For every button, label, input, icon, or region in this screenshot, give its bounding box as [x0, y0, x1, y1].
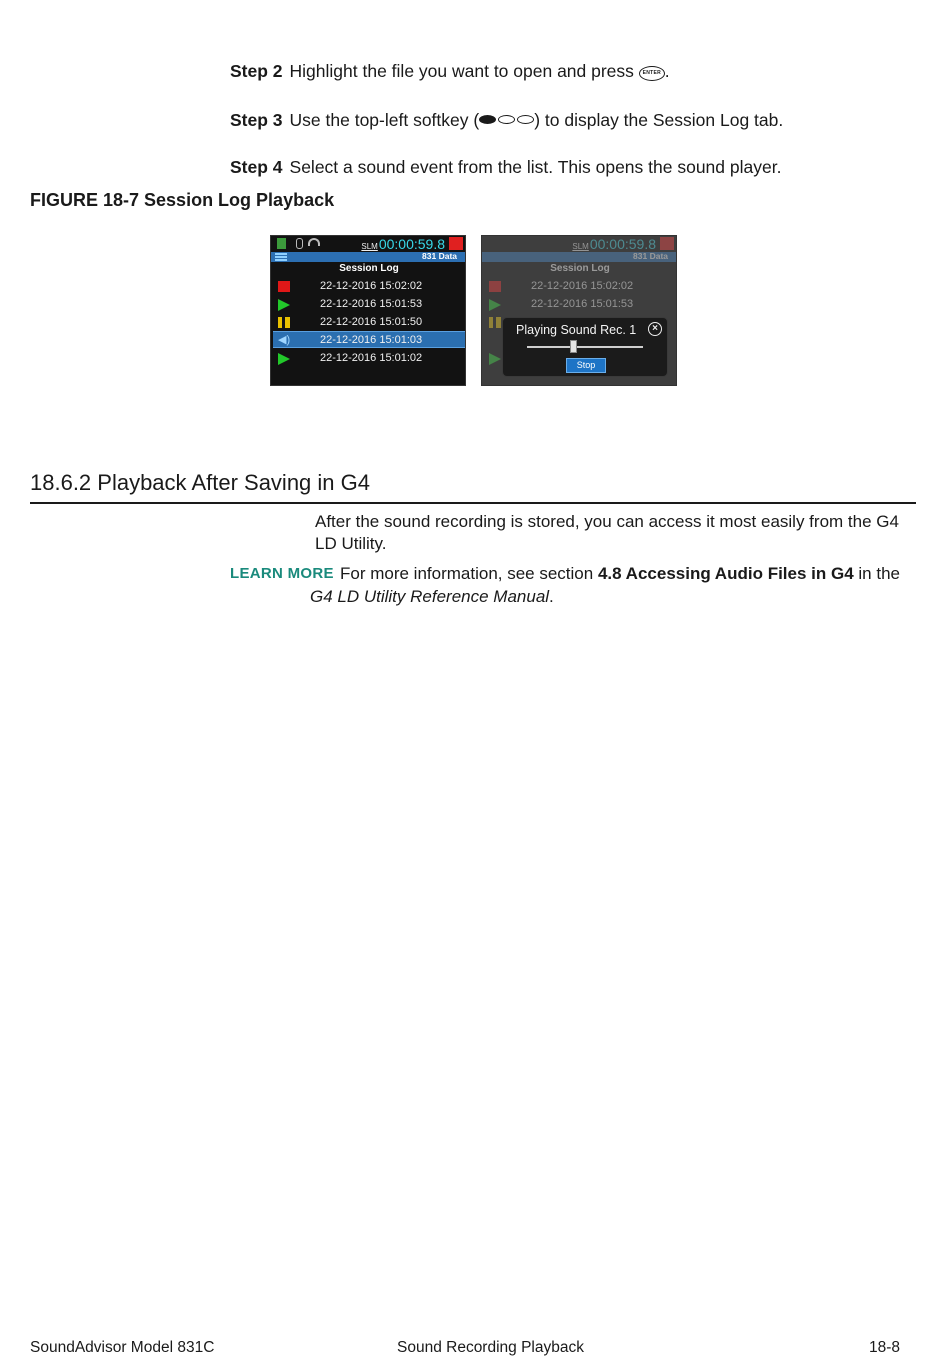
list-item-time: 22-12-2016 15:01:02	[320, 352, 423, 364]
learn-more-label: LEARN MORE	[230, 565, 334, 582]
step-2	[230, 59, 670, 83]
session-log-screen	[270, 235, 466, 386]
lock-icon	[296, 238, 303, 249]
section-title: 18.6.2 Playback After Saving in G4	[30, 470, 370, 495]
step-2-label: Step 2	[230, 61, 283, 81]
step-4-text: Select a sound event from the list. This opens the sound player.	[289, 157, 782, 177]
footer-left: SoundAdvisor Model 831C	[30, 1339, 215, 1356]
step-3-text-post: ) to display the Session Log tab.	[534, 110, 784, 130]
step-2-trail: .	[664, 61, 670, 81]
list-item-time: 22-12-2016 15:02:02	[320, 280, 423, 292]
list-item[interactable]	[273, 296, 465, 313]
list-item-time: 22-12-2016 15:01:03	[320, 334, 423, 346]
stop-button[interactable]: Stop	[566, 358, 606, 373]
play-icon	[278, 299, 290, 311]
learn-more-end: .	[549, 587, 554, 606]
model-label: 831 Data	[422, 251, 457, 261]
manual-title: G4 LD Utility Reference Manual	[310, 587, 550, 606]
learn-more-text	[340, 563, 900, 585]
elapsed-timer: SLM00:00:59.8	[361, 236, 445, 252]
battery-icon	[277, 238, 286, 249]
status-bar	[271, 236, 466, 252]
learn-more-manual	[310, 586, 554, 608]
wifi-icon	[308, 238, 320, 246]
step-4	[230, 155, 781, 179]
learn-more-section-ref: 4.8 Accessing Audio Files in G4	[597, 564, 854, 583]
list-item-time: 22-12-2016 15:01:50	[320, 316, 423, 328]
learn-more-post: in the	[853, 564, 900, 583]
list-item[interactable]	[273, 350, 465, 367]
stop-icon	[278, 281, 290, 292]
list-item-time: 22-12-2016 15:01:53	[320, 298, 423, 310]
dialog-title: Playing Sound Rec. 1	[516, 323, 637, 337]
enter-key-icon: ENTER	[639, 66, 665, 81]
speaker-icon: ◀)	[278, 334, 291, 346]
playing-screen	[481, 235, 677, 386]
learn-more-pre: For more information, see section	[340, 564, 598, 583]
playback-slider-thumb[interactable]	[570, 340, 577, 353]
list-item[interactable]	[273, 278, 465, 295]
pause-icon	[278, 317, 290, 328]
step-4-label: Step 4	[230, 157, 283, 177]
menu-icon[interactable]	[275, 253, 287, 261]
footer-page-number: 18-8	[869, 1339, 901, 1356]
playback-track[interactable]	[527, 346, 643, 348]
close-icon[interactable]: ×	[648, 322, 662, 336]
record-icon	[449, 237, 463, 250]
step-3	[230, 108, 783, 132]
play-icon	[278, 353, 290, 365]
list-item[interactable]	[273, 314, 465, 331]
softkey-icon	[479, 115, 534, 124]
step-3-label: Step 3	[230, 110, 283, 130]
figure-caption: FIGURE 18-7 Session Log Playback	[30, 190, 335, 210]
footer-center: Sound Recording Playback	[397, 1339, 584, 1356]
playback-dialog	[502, 317, 668, 377]
body-paragraph: After the sound recording is stored, you can access it most easily from the G4 LD Utility.	[315, 512, 899, 553]
list-item-selected[interactable]	[273, 331, 465, 348]
step-3-text-pre: Use the top-left softkey (	[289, 110, 480, 130]
step-2-text: Highlight the file you want to open and press	[289, 61, 634, 81]
session-log-title: Session Log	[339, 263, 399, 274]
section-divider	[30, 502, 916, 504]
